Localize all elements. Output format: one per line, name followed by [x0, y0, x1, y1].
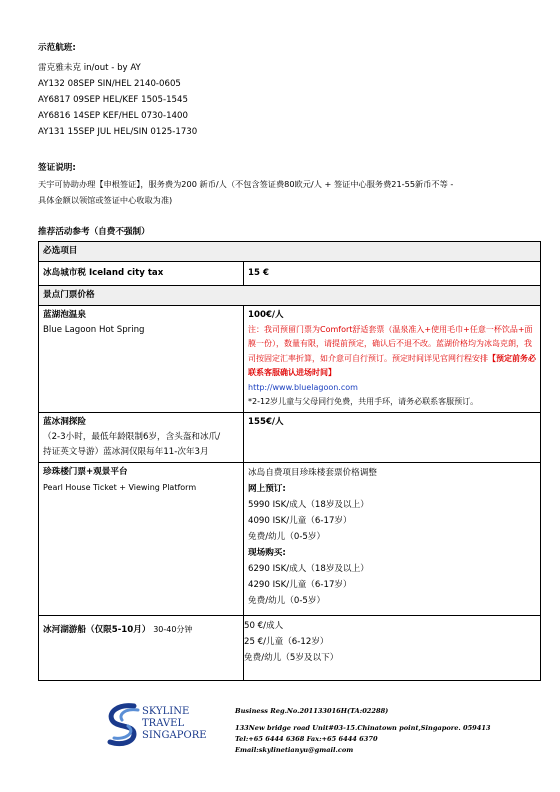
ice-cave-desc: （2-3小时，最低年龄限制6岁，含头盔和冰爪/: [43, 431, 221, 442]
flight-line: AY131 15SEP JUL HEL/SIN 0125-1730: [38, 127, 198, 137]
phone: Tel:+65 6444 6368 Fax:+65 6444 6370: [235, 735, 378, 743]
pearl-price-line: 免费/幼儿（0-5岁）: [248, 531, 326, 542]
flights-heading: 示范航班:: [38, 43, 76, 53]
city-tax-price: 15 €: [244, 262, 541, 286]
business-reg: Business Reg.No.201133016H(TA:02288): [235, 707, 389, 715]
flight-line: AY6817 09SEP HEL/KEF 1505-1545: [38, 95, 188, 105]
blue-lagoon-child-note: *2-12岁儿童与父母同行免费，共用手环，请务必联系客服预订。: [248, 397, 479, 406]
required-header: 必选项目: [39, 242, 541, 262]
brand-line: SKYLINE: [142, 706, 190, 717]
pearl-name-en: Pearl House Ticket + Viewing Platform: [43, 482, 197, 492]
glacier-price-line: 50 €/成人: [244, 620, 284, 631]
ice-cave-cell: [39, 412, 244, 462]
pearl-online-label: 网上预订:: [248, 483, 286, 494]
pearl-onsite-label: 现场购买:: [248, 547, 286, 558]
pearl-price-line: 5990 ISK/成人（18岁及以上）: [248, 499, 369, 510]
visa-section: [38, 160, 538, 208]
blue-lagoon-note-bold: 【预定前务必联系客服确认进场时间】: [248, 353, 536, 377]
blue-lagoon-note-text: 注：我司预留门票为Comfort舒适套票（温泉准入+使用毛巾+任意一杯饮品+面膜一份），数量有限，请提前预定，确认后不退不改。蓝湖价格均为冰岛克朗，我司按固定汇率折算，如介意可自行预订。预定时间详见官网行程安排: [248, 324, 533, 363]
brand-line: TRAVEL: [142, 718, 185, 729]
pearl-prices: [244, 462, 541, 615]
blue-lagoon-link[interactable]: http://www.bluelagoon.com: [248, 382, 358, 392]
company-logo: [100, 702, 220, 752]
pearl-price-line: 免费/幼儿（0-5岁）: [248, 595, 326, 606]
pearl-price-line: 4290 ISK/儿童（6-17岁）: [248, 579, 352, 590]
glacier-name: 冰河湖游船（仅限5-10月）: [43, 624, 151, 635]
glacier-cell: [39, 615, 244, 680]
activities-heading: 推荐活动参考（自费不强制）: [38, 227, 150, 237]
pearl-name: 珍珠楼门票+观景平台: [43, 466, 128, 477]
visa-text-line: 天宇可协助办理【申根签证】，服务费为200 新币/人（不包含签证费80欧元/人 + 签证中心服务费21-55新币不等 -: [38, 179, 454, 189]
brand-line: SINGAPORE: [142, 730, 207, 741]
visa-heading: 签证说明:: [38, 163, 76, 173]
tickets-header: 景点门票价格: [39, 286, 541, 306]
pearl-intro: 冰岛自费项目珍珠楼套票价格调整: [248, 467, 377, 478]
glacier-price-line: 免费/幼儿（5岁及以下）: [244, 652, 339, 663]
glacier-prices: [244, 615, 541, 680]
skyline-logo-icon: [104, 702, 144, 748]
ice-cave-name: 蓝冰洞探险: [43, 416, 86, 427]
flights-section: [38, 40, 197, 140]
brand-name: [142, 706, 207, 742]
blue-lagoon-cell: [39, 306, 244, 413]
email: Email:skylinetianyu@gmail.com: [235, 746, 354, 754]
blue-lagoon-details: [244, 306, 541, 413]
blue-lagoon-name-en: Blue Lagoon Hot Spring: [43, 325, 145, 335]
blue-lagoon-name: 蓝湖泡温泉: [43, 310, 86, 320]
activities-table: [38, 241, 541, 681]
glacier-duration: 30-40分钟: [153, 624, 193, 634]
ice-cave-price: 155€/人: [244, 412, 541, 462]
blue-lagoon-note: [248, 323, 536, 396]
flight-line: 雷克雅未克 in/out - by AY: [38, 63, 141, 73]
pearl-cell: [39, 462, 244, 615]
blue-lagoon-price: 100€/人: [248, 310, 284, 320]
company-info: [235, 706, 491, 756]
visa-text-line: 具体金额以领馆或签证中心收取为准): [38, 195, 173, 205]
city-tax-label: 冰岛城市税 Iceland city tax: [39, 262, 244, 286]
ice-cave-desc: 持证英文导游）蓝冰洞仅限每年11-次年3月: [43, 446, 209, 457]
glacier-price-line: 25 €/儿童（6-12岁）: [244, 636, 329, 647]
footer: [100, 700, 520, 760]
flight-line: AY6816 14SEP KEF/HEL 0730-1400: [38, 111, 188, 121]
pearl-price-line: 4090 ISK/儿童（6-17岁）: [248, 515, 352, 526]
address: 133New bridge road Unit#03-15.Chinatown point,Singapore. 059413: [235, 724, 491, 732]
flight-line: AY132 08SEP SIN/HEL 2140-0605: [38, 79, 181, 89]
pearl-price-line: 6290 ISK/成人（18岁及以上）: [248, 563, 369, 574]
